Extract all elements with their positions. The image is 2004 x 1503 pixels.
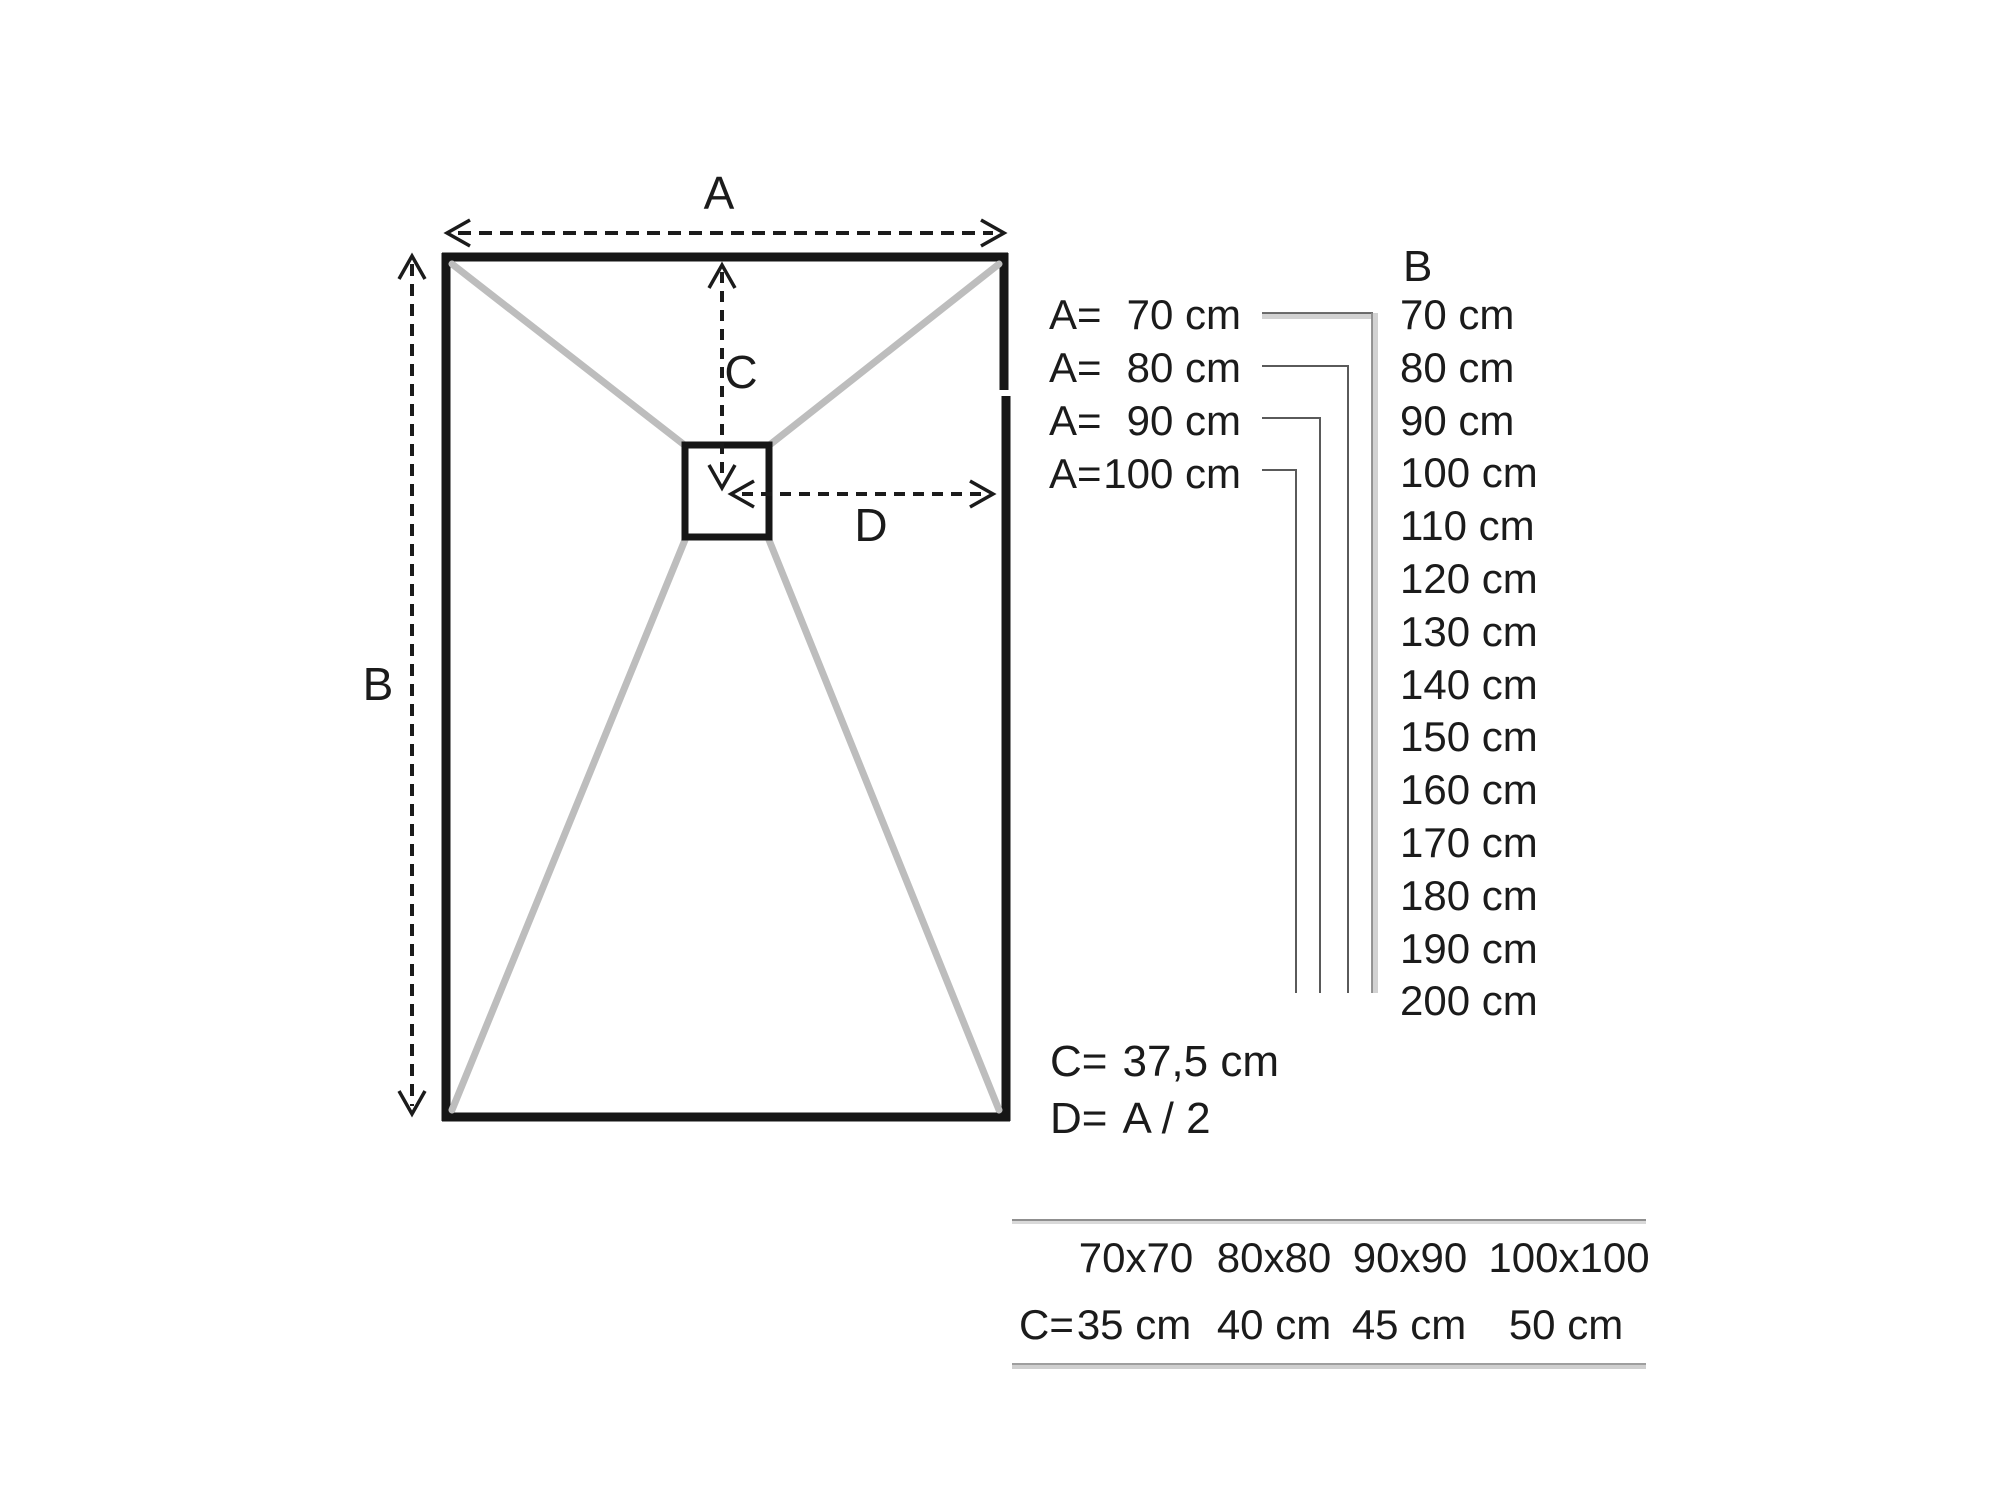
formula-c-label: C= [1050,1037,1108,1086]
formula-d [1050,1094,1211,1144]
b-size-item: 90 cm [1400,396,1515,444]
b-size-item: 100 cm [1400,449,1538,497]
size-table-column-header: 80x80 [1216,1234,1332,1281]
b-size-item: 140 cm [1400,660,1538,708]
dim-arrow-b [399,256,425,1114]
formula-d-label: D= [1050,1094,1108,1143]
a-row-value: 70 cm [1126,291,1241,339]
b-size-item: 180 cm [1400,871,1538,919]
a-size-options [1049,289,1241,500]
formula-d-value: A / 2 [1122,1094,1211,1143]
size-table-value: 35 cm [1076,1301,1192,1348]
b-size-item: 190 cm [1400,924,1538,972]
size-table-value: 40 cm [1216,1301,1332,1348]
b-size-item: 200 cm [1400,977,1538,1025]
drain-square [685,445,769,537]
a-row-label: A= [1049,449,1102,497]
b-size-item: 130 cm [1400,607,1538,655]
b-size-item: 160 cm [1400,766,1538,814]
b-column-header: B [1403,242,1433,291]
dim-label-a: A [703,167,735,219]
formula-c [1050,1037,1279,1087]
a-row-value: 80 cm [1126,344,1241,392]
size-table-column-header: 90x90 [1352,1234,1468,1281]
formula-c-value: 37,5 cm [1122,1037,1279,1086]
dim-arrow-a [447,220,1004,246]
a-to-b-connector-lines [1262,313,1375,993]
a-row-label: A= [1049,396,1102,444]
a-size-row [1049,289,1241,342]
a-size-row [1049,395,1241,448]
b-size-options [1400,289,1538,1028]
size-table-value: 50 cm [1508,1301,1624,1348]
dim-label-c: C [724,346,758,398]
b-size-item: 80 cm [1400,343,1515,391]
a-size-row [1049,447,1241,500]
a-row-value: 100 cm [1103,449,1241,497]
a-size-row [1049,342,1241,395]
b-size-item: 120 cm [1400,554,1538,602]
size-table-value: 45 cm [1351,1301,1467,1348]
size-table-row-label: C= [1019,1301,1074,1348]
b-size-item: 150 cm [1400,713,1538,761]
size-table-column-header: 70x70 [1078,1234,1194,1281]
a-row-value: 90 cm [1126,396,1241,444]
size-table-column-header: 100x100 [1488,1234,1650,1281]
dim-label-d: D [854,499,888,551]
dim-label-b: B [362,658,394,710]
a-row-label: A= [1049,291,1102,339]
b-size-item: 70 cm [1400,291,1515,338]
b-size-item: 110 cm [1400,502,1535,550]
a-row-label: A= [1049,344,1102,392]
b-size-item: 170 cm [1400,818,1538,866]
